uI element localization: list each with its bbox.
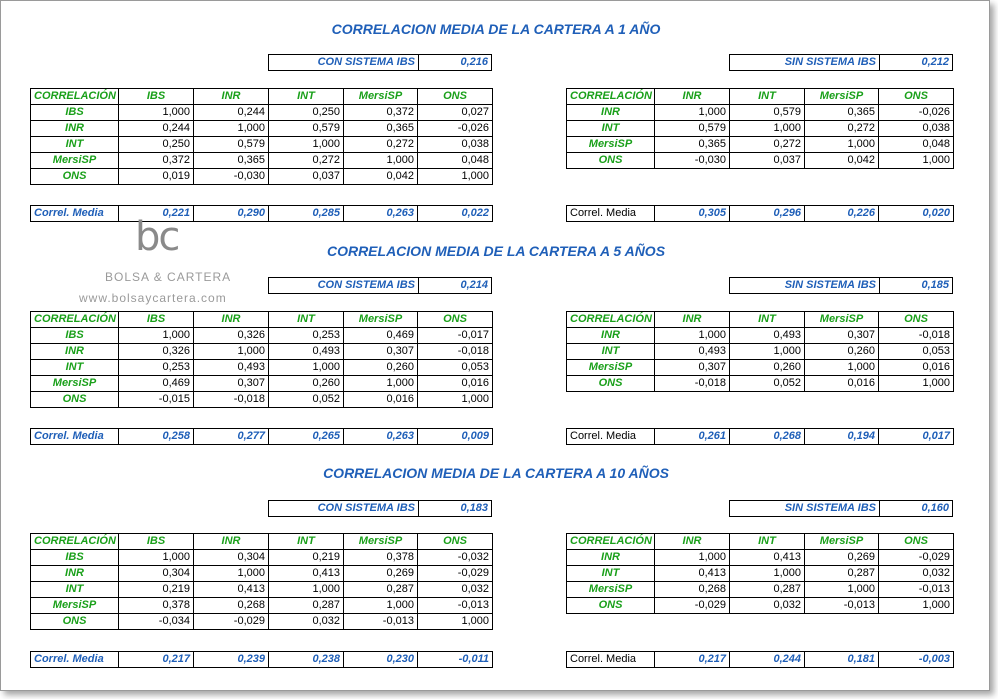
table-row — [31, 598, 493, 614]
sin-sistema-summary-1 — [729, 54, 953, 71]
table-row — [567, 376, 954, 392]
bc-logo-icon: bc — [135, 214, 179, 260]
table-cell: 0,579 — [730, 105, 805, 121]
table-cell: 0,268 — [655, 582, 730, 598]
table-row — [31, 360, 493, 376]
table-cell: 0,027 — [418, 105, 493, 121]
table-cell: 0,307 — [805, 328, 879, 344]
con-sistema-summary-5 — [268, 277, 492, 294]
row-label: INR — [31, 121, 119, 137]
average-cell: 0,305 — [655, 206, 730, 222]
table-cell: 0,372 — [119, 153, 194, 169]
con-average-row-10 — [30, 651, 493, 668]
table-cell: 0,269 — [805, 550, 879, 566]
table-header — [567, 534, 954, 550]
table-cell: 0,287 — [730, 582, 805, 598]
table-cell: 1,000 — [805, 360, 879, 376]
table-cell: -0,032 — [418, 550, 493, 566]
row-label: INT — [31, 360, 119, 376]
header-cell: INT — [730, 534, 805, 550]
table-cell: 0,378 — [344, 550, 418, 566]
row-label: INR — [567, 328, 655, 344]
table-row — [567, 344, 954, 360]
con-average-row-5 — [30, 428, 493, 445]
table-cell: 0,307 — [344, 344, 418, 360]
header-cell: MersiSP — [805, 89, 879, 105]
sin-sistema-label: SIN SISTEMA IBS — [730, 501, 880, 517]
header-cell: INR — [655, 312, 730, 328]
header-cell: INT — [730, 89, 805, 105]
table-cell: 0,378 — [119, 598, 194, 614]
row-label: IBS — [31, 328, 119, 344]
row-label: MersiSP — [567, 137, 655, 153]
table-cell: 0,469 — [344, 328, 418, 344]
row-label: ONS — [567, 598, 655, 614]
table-cell: 1,000 — [655, 550, 730, 566]
table-cell: 0,493 — [655, 344, 730, 360]
row-label: MersiSP — [567, 582, 655, 598]
table-cell: 0,016 — [418, 376, 493, 392]
table-cell: 1,000 — [805, 137, 879, 153]
sin-sistema-value: 0,212 — [880, 55, 953, 71]
table-cell: -0,017 — [418, 328, 493, 344]
table-cell: 1,000 — [344, 376, 418, 392]
table-cell: 0,019 — [119, 169, 194, 185]
header-cell: CORRELACIÓN — [567, 312, 655, 328]
con-sistema-value: 0,216 — [419, 55, 492, 71]
average-cell: 0,020 — [879, 206, 954, 222]
table-cell: 1,000 — [879, 153, 954, 169]
table-cell: 0,244 — [119, 121, 194, 137]
table-header — [31, 89, 493, 105]
row-label: INT — [567, 566, 655, 582]
bolsa-cartera-watermark — [79, 213, 249, 308]
table-cell: 0,250 — [269, 105, 344, 121]
average-label: Correl. Media — [567, 206, 655, 222]
table-row — [31, 376, 493, 392]
table-row — [567, 598, 954, 614]
table-cell: 0,219 — [269, 550, 344, 566]
table-row — [31, 169, 493, 185]
table-row — [31, 582, 493, 598]
table-cell: 0,272 — [344, 137, 418, 153]
table-cell: 0,053 — [418, 360, 493, 376]
table-cell: 1,000 — [344, 153, 418, 169]
table-row — [567, 153, 954, 169]
table-cell: -0,013 — [418, 598, 493, 614]
header-cell: INR — [194, 534, 269, 550]
average-cell: 0,009 — [418, 429, 493, 445]
table-cell: 1,000 — [730, 121, 805, 137]
sin-sistema-value: 0,185 — [880, 278, 953, 294]
sin-correlation-matrix-5 — [566, 311, 954, 392]
table-row — [567, 105, 954, 121]
table-cell: -0,029 — [879, 550, 954, 566]
average-label: Correl. Media — [31, 429, 119, 445]
table-cell: 0,413 — [730, 550, 805, 566]
table-row — [31, 566, 493, 582]
table-cell: 1,000 — [194, 121, 269, 137]
table-cell: 0,304 — [119, 566, 194, 582]
header-cell: ONS — [418, 89, 493, 105]
table-cell: -0,018 — [194, 392, 269, 408]
table-cell: 0,048 — [418, 153, 493, 169]
header-cell: INT — [269, 312, 344, 328]
table-cell: 0,032 — [418, 582, 493, 598]
table-row — [31, 614, 493, 630]
average-cell: 0,230 — [344, 652, 418, 668]
header-cell: CORRELACIÓN — [567, 89, 655, 105]
row-label: INR — [31, 344, 119, 360]
table-row — [567, 550, 954, 566]
table-cell: 0,032 — [730, 598, 805, 614]
header-cell: MersiSP — [805, 534, 879, 550]
con-sistema-label: CON SISTEMA IBS — [269, 55, 419, 71]
table-cell: 0,272 — [269, 153, 344, 169]
table-cell: 1,000 — [418, 169, 493, 185]
row-label: MersiSP — [31, 153, 119, 169]
average-cell: 0,238 — [269, 652, 344, 668]
table-cell: 0,372 — [344, 105, 418, 121]
table-cell: 0,307 — [194, 376, 269, 392]
header-cell: INT — [269, 534, 344, 550]
table-cell: 0,579 — [194, 137, 269, 153]
table-cell: -0,018 — [879, 328, 954, 344]
table-cell: 0,038 — [879, 121, 954, 137]
con-sistema-value: 0,214 — [419, 278, 492, 294]
table-cell: 1,000 — [269, 582, 344, 598]
header-cell: ONS — [879, 534, 954, 550]
table-cell: 1,000 — [119, 105, 194, 121]
header-cell: MersiSP — [344, 312, 418, 328]
brand-url: www.bolsaycartera.com — [79, 291, 227, 305]
row-label: MersiSP — [31, 598, 119, 614]
table-header — [31, 312, 493, 328]
table-row — [31, 105, 493, 121]
table-cell: 0,307 — [655, 360, 730, 376]
average-label: Correl. Media — [31, 652, 119, 668]
row-label: INT — [567, 344, 655, 360]
header-cell: IBS — [119, 534, 194, 550]
sin-correlation-matrix-1 — [566, 88, 954, 169]
table-cell: 1,000 — [655, 105, 730, 121]
average-cell: 0,261 — [655, 429, 730, 445]
table-cell: 0,268 — [194, 598, 269, 614]
table-cell: 0,250 — [119, 137, 194, 153]
row-label: ONS — [31, 392, 119, 408]
table-cell: 0,260 — [730, 360, 805, 376]
sin-correlation-matrix-10 — [566, 533, 954, 614]
table-row — [31, 153, 493, 169]
row-label: INT — [31, 582, 119, 598]
table-cell: 0,053 — [879, 344, 954, 360]
table-cell: 1,000 — [194, 344, 269, 360]
row-label: MersiSP — [567, 360, 655, 376]
row-label: IBS — [31, 105, 119, 121]
table-cell: 0,016 — [344, 392, 418, 408]
table-row — [31, 550, 493, 566]
table-cell: 0,365 — [194, 153, 269, 169]
table-cell: 1,000 — [269, 360, 344, 376]
average-cell: 0,217 — [119, 652, 194, 668]
sin-sistema-label: SIN SISTEMA IBS — [730, 278, 880, 294]
average-cell: 0,263 — [344, 429, 418, 445]
header-cell: INR — [655, 89, 730, 105]
table-cell: 0,016 — [879, 360, 954, 376]
table-cell: 0,253 — [119, 360, 194, 376]
average-cell: 0,017 — [879, 429, 954, 445]
header-cell: INR — [194, 312, 269, 328]
row-label: ONS — [567, 153, 655, 169]
average-cell: 0,226 — [805, 206, 879, 222]
header-cell: ONS — [418, 312, 493, 328]
average-cell: 0,268 — [730, 429, 805, 445]
table-cell: 0,493 — [269, 344, 344, 360]
table-cell: 0,042 — [805, 153, 879, 169]
sin-sistema-value: 0,160 — [880, 501, 953, 517]
table-cell: 0,260 — [344, 360, 418, 376]
average-cell: 0,265 — [269, 429, 344, 445]
table-row — [31, 121, 493, 137]
con-sistema-label: CON SISTEMA IBS — [269, 501, 419, 517]
sin-average-row-1 — [566, 205, 954, 222]
table-cell: 1,000 — [194, 566, 269, 582]
table-cell: -0,018 — [418, 344, 493, 360]
table-row — [567, 566, 954, 582]
con-sistema-label: CON SISTEMA IBS — [269, 278, 419, 294]
table-cell: 0,287 — [269, 598, 344, 614]
table-cell: 0,304 — [194, 550, 269, 566]
average-cell: -0,011 — [418, 652, 493, 668]
average-label: Correl. Media — [567, 429, 655, 445]
table-row — [567, 582, 954, 598]
table-cell: 1,000 — [344, 598, 418, 614]
average-cell: 0,194 — [805, 429, 879, 445]
table-cell: 0,365 — [344, 121, 418, 137]
sin-sistema-summary-5 — [729, 277, 953, 294]
con-sistema-summary-10 — [268, 500, 492, 517]
row-label: INT — [567, 121, 655, 137]
con-sistema-value: 0,183 — [419, 501, 492, 517]
table-row — [567, 328, 954, 344]
table-cell: -0,013 — [344, 614, 418, 630]
average-cell: 0,022 — [418, 206, 493, 222]
table-row — [567, 360, 954, 376]
table-cell: 0,037 — [730, 153, 805, 169]
table-cell: -0,026 — [418, 121, 493, 137]
header-cell: INT — [269, 89, 344, 105]
average-cell: 0,221 — [119, 206, 194, 222]
table-cell: -0,013 — [805, 598, 879, 614]
header-cell: ONS — [418, 534, 493, 550]
con-correlation-matrix-10 — [30, 533, 493, 630]
table-cell: -0,034 — [119, 614, 194, 630]
average-cell: 0,277 — [194, 429, 269, 445]
con-sistema-summary-1 — [268, 54, 492, 71]
table-row — [31, 137, 493, 153]
row-label: INT — [31, 137, 119, 153]
table-cell: 0,413 — [269, 566, 344, 582]
average-cell: -0,003 — [879, 652, 954, 668]
table-cell: 0,052 — [730, 376, 805, 392]
row-label: ONS — [567, 376, 655, 392]
table-cell: 0,032 — [879, 566, 954, 582]
section-title-5-years: CORRELACION MEDIA DE LA CARTERA A 5 AÑOS — [326, 243, 666, 259]
average-cell: 0,181 — [805, 652, 879, 668]
table-header — [567, 89, 954, 105]
table-cell: 0,038 — [418, 137, 493, 153]
table-header — [31, 534, 493, 550]
table-cell: 0,579 — [655, 121, 730, 137]
table-cell: 0,048 — [879, 137, 954, 153]
average-cell: 0,263 — [344, 206, 418, 222]
table-cell: 0,260 — [269, 376, 344, 392]
table-cell: -0,018 — [655, 376, 730, 392]
header-cell: CORRELACIÓN — [31, 312, 119, 328]
average-cell: 0,217 — [655, 652, 730, 668]
average-cell: 0,258 — [119, 429, 194, 445]
table-cell: 0,016 — [805, 376, 879, 392]
table-cell: 1,000 — [655, 328, 730, 344]
sin-sistema-label: SIN SISTEMA IBS — [730, 55, 880, 71]
table-cell: 0,042 — [344, 169, 418, 185]
brand-name: BOLSA & CARTERA — [105, 270, 232, 284]
average-cell: 0,239 — [194, 652, 269, 668]
header-cell: MersiSP — [344, 534, 418, 550]
header-cell: INR — [194, 89, 269, 105]
header-cell: CORRELACIÓN — [31, 534, 119, 550]
table-cell: -0,015 — [119, 392, 194, 408]
table-cell: 1,000 — [730, 566, 805, 582]
table-cell: 0,269 — [344, 566, 418, 582]
header-cell: MersiSP — [344, 89, 418, 105]
sin-average-row-10 — [566, 651, 954, 668]
table-cell: 0,413 — [655, 566, 730, 582]
sin-average-row-5 — [566, 428, 954, 445]
table-cell: 1,000 — [879, 598, 954, 614]
sin-sistema-summary-10 — [729, 500, 953, 517]
table-cell: 1,000 — [269, 137, 344, 153]
table-cell: 0,287 — [805, 566, 879, 582]
average-cell: 0,244 — [730, 652, 805, 668]
table-cell: 0,052 — [269, 392, 344, 408]
average-label: Correl. Media — [567, 652, 655, 668]
row-label: MersiSP — [31, 376, 119, 392]
table-cell: 0,037 — [269, 169, 344, 185]
average-cell: 0,290 — [194, 206, 269, 222]
table-cell: 1,000 — [119, 550, 194, 566]
table-row — [31, 328, 493, 344]
table-cell: 0,253 — [269, 328, 344, 344]
average-cell: 0,285 — [269, 206, 344, 222]
row-label: IBS — [31, 550, 119, 566]
table-cell: 0,493 — [730, 328, 805, 344]
table-cell: 0,260 — [805, 344, 879, 360]
average-cell: 0,296 — [730, 206, 805, 222]
row-label: INR — [567, 105, 655, 121]
table-row — [567, 121, 954, 137]
row-label: INR — [31, 566, 119, 582]
table-cell: -0,030 — [655, 153, 730, 169]
header-cell: CORRELACIÓN — [31, 89, 119, 105]
table-row — [31, 344, 493, 360]
table-cell: 0,272 — [730, 137, 805, 153]
header-cell: CORRELACIÓN — [567, 534, 655, 550]
table-cell: -0,029 — [655, 598, 730, 614]
table-cell: -0,030 — [194, 169, 269, 185]
table-cell: 0,219 — [119, 582, 194, 598]
average-label: Correl. Media — [31, 206, 119, 222]
table-row — [567, 137, 954, 153]
table-row — [31, 392, 493, 408]
table-cell: -0,029 — [194, 614, 269, 630]
table-cell: 0,579 — [269, 121, 344, 137]
row-label: INR — [567, 550, 655, 566]
table-cell: 0,413 — [194, 582, 269, 598]
header-cell: INT — [730, 312, 805, 328]
table-cell: -0,026 — [879, 105, 954, 121]
table-cell: 1,000 — [805, 582, 879, 598]
table-cell: 0,032 — [269, 614, 344, 630]
table-cell: 1,000 — [418, 614, 493, 630]
row-label: ONS — [31, 614, 119, 630]
con-correlation-matrix-1 — [30, 88, 493, 185]
con-correlation-matrix-5 — [30, 311, 493, 408]
table-cell: 1,000 — [418, 392, 493, 408]
table-cell: 0,244 — [194, 105, 269, 121]
header-cell: INR — [655, 534, 730, 550]
table-cell: 1,000 — [879, 376, 954, 392]
header-cell: ONS — [879, 89, 954, 105]
table-cell: 1,000 — [119, 328, 194, 344]
table-cell: 0,326 — [194, 328, 269, 344]
section-title-10-years: CORRELACION MEDIA DE LA CARTERA A 10 AÑOS — [323, 465, 669, 481]
table-cell: 0,287 — [344, 582, 418, 598]
table-cell: 0,493 — [194, 360, 269, 376]
section-title-1-year: CORRELACION MEDIA DE LA CARTERA A 1 AÑO — [331, 21, 661, 37]
table-cell: 0,365 — [805, 105, 879, 121]
table-cell: 1,000 — [730, 344, 805, 360]
table-cell: 0,326 — [119, 344, 194, 360]
header-cell: ONS — [879, 312, 954, 328]
table-cell: -0,013 — [879, 582, 954, 598]
table-header — [567, 312, 954, 328]
table-cell: 0,272 — [805, 121, 879, 137]
header-cell: MersiSP — [805, 312, 879, 328]
table-cell: 0,365 — [655, 137, 730, 153]
table-cell: 0,469 — [119, 376, 194, 392]
table-cell: -0,029 — [418, 566, 493, 582]
header-cell: IBS — [119, 312, 194, 328]
row-label: ONS — [31, 169, 119, 185]
header-cell: IBS — [119, 89, 194, 105]
